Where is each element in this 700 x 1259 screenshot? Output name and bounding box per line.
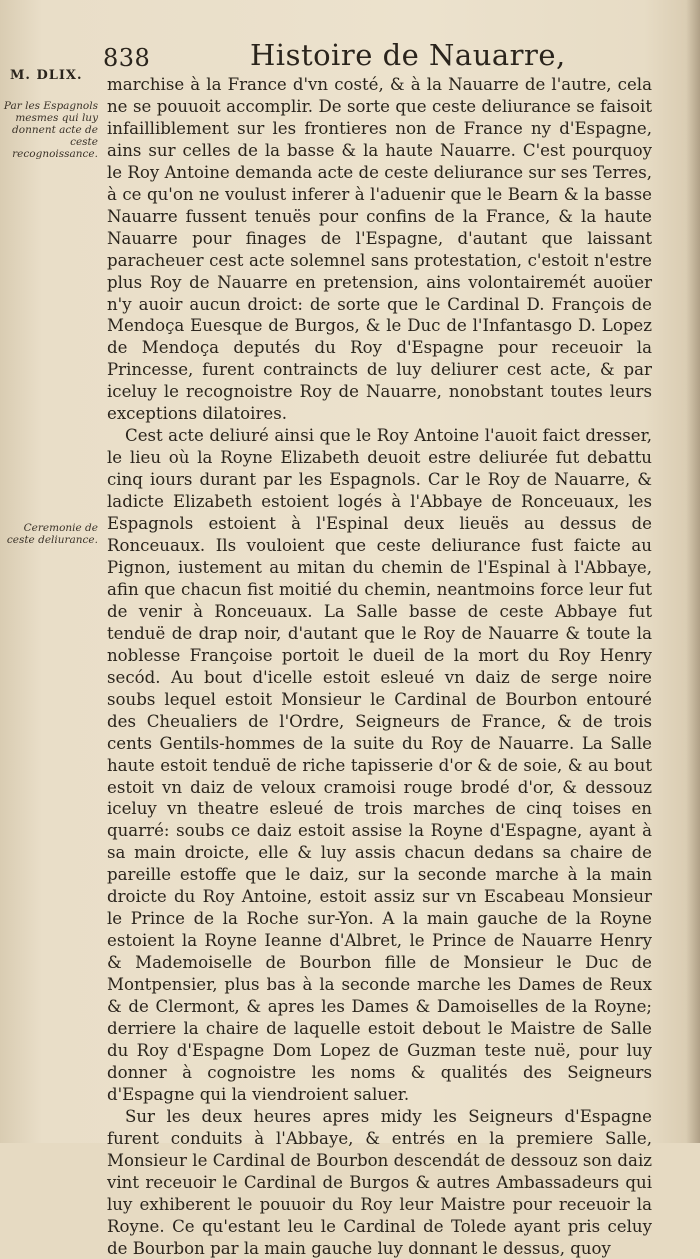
margin-note-recognition: Par les Espagnols mesmes qui luy donnent acte de ceste recognoissance. (3, 100, 98, 160)
page-number: 838 (103, 44, 151, 72)
page-header (0, 38, 700, 72)
margin-note-ceremony: Ceremonie de ceste deliurance. (6, 522, 98, 546)
margin-year: M. DLIX. (10, 68, 83, 83)
running-title: Histoire de Nauarre, (250, 38, 566, 72)
page-edge-shadow (686, 0, 700, 1143)
main-text (107, 74, 652, 1259)
paragraph-2: Cest acte deliuré ainsi que le Roy Antoine l'auoit faict dresser, le lieu où la Royne Elizabeth deuoit estre deliurée fut debattu cinq iours durant par les Espagnols. Car le Roy de Nauarre, & ladicte Elizabeth estoient logés à l'Abbaye de Ronceuaux, les Espagnols estoient à l'Espinal deux lieuës au dessus de Ronceuaux. Ils vouloient que ceste deliurance fust faicte au Pignon, iustement au mitan du chemin de l'Espinal à l'Abbaye, afin que chacun fist moitié du chemin, neantmoins force leur fut de venir à Ronceuaux. La Salle basse de ceste Abbaye fut tenduë de drap noir, d'autant que le Roy de Nauarre & toute la noblesse Françoise portoit le dueil de la mort du Roy Henry secód. Au bout d'icelle estoit esleué vn daiz de serge noire soubs lequel estoit Monsieur le Cardinal de Bourbon entouré des Cheualiers de l'Ordre, Seigneurs de France, & de trois cents Gentils-hommes de la suite du Roy de Nauarre. La Salle haute estoit tenduë de riche tapisserie d'or & de soie, & au bout estoit vn daiz de veloux cramoisi rouge brodé d'or, & dessouz iceluy vn theatre esleué de trois marches de cinq toises en quarré: soubs ce daiz estoit assise la Royne d'Espagne, ayant à sa main droicte, elle & luy assis chacun dedans sa chaire de pareille estoffe que le daiz, sur la seconde marche à la main droicte du Roy Antoine, estoit assiz sur vn Escabeau Monsieur le Prince de la Roche sur-Yon. A la main gauche de la Royne estoient la Royne Ieanne d'Albret, le Prince de Nauarre Henry & Mademoiselle de Bourbon fille de Monsieur le Duc de Montpensier, plus bas à la seconde marche les Dames de Reux & de Clermont, & apres les Dames & Damoiselles de la Royne; derriere la chaire de laquelle estoit debout le Maistre de Salle du Roy d'Espagne Dom Lopez de Guzman teste nuë, pour luy donner à cognoistre les noms & qualités des Seigneurs d'Espagne qui la viendroient saluer. (107, 426, 652, 1104)
paragraph-3: Sur les deux heures apres midy les Seigneurs d'Espagne furent conduits à l'Abbaye, & entrés en la premiere Salle, Monsieur le Cardinal de Bourbon descendát de dessouz son daiz vint receuoir le Cardinal de Burgos & autres Ambassadeurs qui luy exhiberent le pouuoir du Roy leur Maistre pour receuoir la Royne. Ce qu'estant leu le Cardinal de Tolede ayant pris celuy de Bourbon par la main gauche luy donnant le dessus, quoy (107, 1106, 652, 1258)
paragraph-1: marchise à la France d'vn costé, & à la Nauarre de l'autre, cela ne se pouuoit accomplir. De sorte que ceste deliurance se faisoit infailliblement sur les frontieres non de France ny d'Espagne, ains sur celles de la basse & la haute Nauarre. C'est pourquoy le Roy Antoine demanda acte de ceste deliurance sur ses Terres, à ce qu'on ne voulust inferer à l'aduenir que le Bearn & la basse Nauarre fussent tenuës pour confins de la France, & la haute Nauarre pour finages de l'Espagne, d'autant que laissant paracheuer cest acte solemnel sans protestation, c'estoit n'estre plus Roy de Nauarre en pretension, ains volontairemét auoüer n'y auoir aucun droict: de sorte que le Cardinal D. François de Mendoça Euesque de Burgos, & le Duc de l'Infantasgo D. Lopez de Mendoça deputés du Roy d'Espagne pour receuoir la Princesse, furent contraincts de luy deliurer cest acte, & par iceluy le recognoistre Roy de Nauarre, nonobstant toutes leurs exceptions dilatoires. (107, 75, 652, 424)
